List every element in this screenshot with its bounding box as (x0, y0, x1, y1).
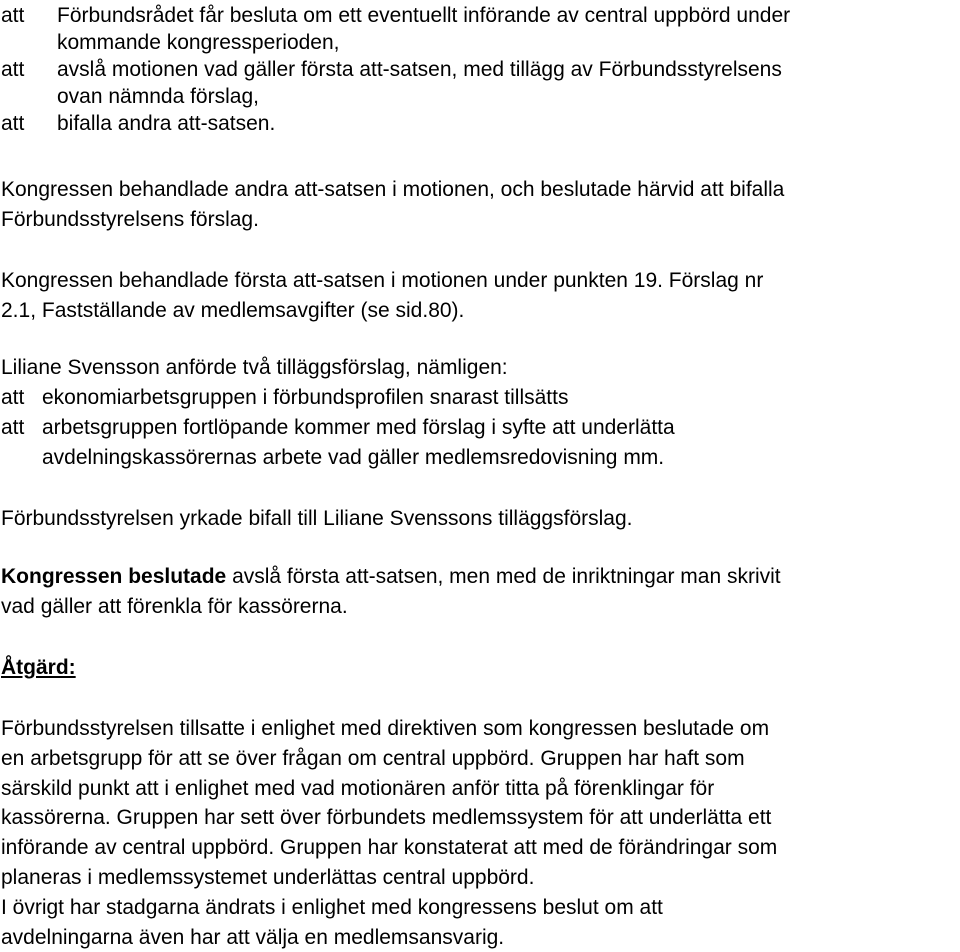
paragraph-line: planeras i medlemssystemet underlättas central uppbörd. (1, 865, 535, 889)
paragraph-congress-decision (1, 562, 956, 622)
paragraph-line: 2.1, Fastställande av medlemsavgifter (se sid.80). (1, 299, 465, 322)
amendment-item (1, 383, 956, 413)
att-key: att (1, 112, 25, 135)
att-text (57, 110, 951, 137)
att-text-line: bifalla andra att-satsen. (57, 112, 276, 135)
paragraph-action-description (1, 714, 956, 952)
att-text-line: avslå motionen vad gäller första att-satsen, med tillägg av Förbundsstyrelsens (57, 58, 782, 81)
paragraph-line: Kongressen behandlade andra att-satsen i motionen, och beslutade härvid att bifalla (1, 178, 785, 201)
paragraph-line: kassörerna. Gruppen har sett över förbundets medlemssystem för att underlätta ett (1, 806, 772, 830)
att-item (1, 56, 951, 110)
paragraph-line: Liliane Svensson anförde två tilläggsförslag, nämligen: (1, 356, 508, 379)
amendment-item (1, 413, 956, 473)
paragraph-line: vad gäller att förenkla för kassörerna. (1, 595, 348, 618)
att-text-line: kommande kongressperioden, (57, 31, 340, 54)
att-key: att (1, 4, 25, 27)
att-list (1, 2, 951, 137)
att-text-line: Förbundsrådet får besluta om ett eventuellt införande av central uppbörd under (57, 4, 791, 27)
amendment-key: att (1, 386, 25, 409)
paragraph-line: arbetsgruppen fortlöpande kommer med förslag i syfte att underlätta (42, 416, 675, 439)
paragraph-line: särskild punkt att i enlighet med vad motionären anför titta på förenklingar för (1, 776, 715, 800)
att-item (1, 2, 951, 56)
paragraph-amendment-proposals (1, 353, 956, 473)
paragraph-line: Förbundsstyrelsen tillsatte i enlighet med direktiven som kongressen beslutade om (1, 717, 770, 740)
paragraph-line: ekonomiarbetsgruppen i förbundsprofilen snarast tillsätts (42, 386, 569, 409)
paragraph-line: Förbundsstyrelsens förslag. (1, 208, 259, 231)
section-heading-action (1, 653, 956, 683)
att-item (1, 110, 951, 137)
paragraph-board-motion (1, 504, 956, 534)
paragraph-second-att-decision (1, 175, 956, 235)
att-text-line: ovan nämnda förslag, (57, 85, 259, 108)
att-text (57, 56, 951, 110)
paragraph-line: avdelningskassörernas arbete vad gäller medlemsredovisning mm. (42, 446, 665, 469)
paragraph-first-att-reference (1, 266, 956, 326)
amendment-text (42, 383, 568, 413)
paragraph-line: Kongressen behandlade första att-satsen i motionen under punkten 19. Förslag nr (1, 269, 764, 292)
decision-rest: avslå första att-satsen, men med de inriktningar man skrivit (226, 565, 781, 588)
decision-emphasis: Kongressen beslutade (1, 565, 227, 588)
action-heading: Åtgärd: (1, 656, 76, 679)
paragraph-line (1, 562, 956, 592)
paragraph-line: I övrigt har stadgarna ändrats i enlighet med kongressens beslut om att (1, 895, 663, 919)
amendment-key: att (1, 416, 25, 439)
paragraph-line: Förbundsstyrelsen yrkade bifall till Liliane Svenssons tilläggsförslag. (1, 507, 633, 530)
att-key: att (1, 58, 25, 81)
paragraph-line: införande av central uppbörd. Gruppen har konstaterat att med de förändringar som (1, 836, 778, 860)
amendment-text (42, 413, 675, 473)
paragraph-line: en arbetsgrupp för att se över frågan om central uppbörd. Gruppen har haft som (1, 746, 745, 770)
paragraph-line: avdelningarna även har att välja en medlemsansvarig. (1, 925, 505, 949)
att-text (57, 2, 951, 56)
